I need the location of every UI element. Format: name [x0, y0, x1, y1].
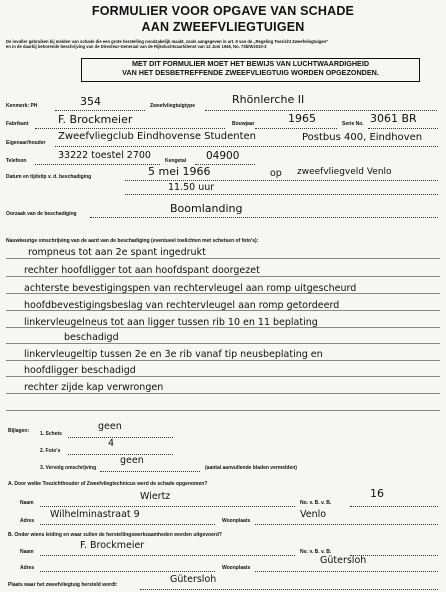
section-a-naam-value: Wiertz — [140, 491, 171, 502]
section-b-woonplaats-value: Gütersloh — [320, 555, 367, 566]
damage-line-8: hoofdligger beschadigd — [24, 365, 136, 376]
section-a-nr-value: 16 — [370, 487, 384, 500]
oorzaak-label: Oorzaak van de beschadiging — [6, 211, 77, 217]
section-b-adres-label: Adres — [20, 565, 35, 571]
section-b-nr-label: No. v. B. v. B. — [300, 549, 332, 555]
bijlage-schets-label: 1. Schets — [40, 431, 62, 437]
section-b-plaats-label: Plaats waar het zweefvliegtuig hersteld wordt: — [8, 582, 118, 588]
damage-line-2: rechter hoofdligger tot aan hoofdspant doorgezet — [24, 265, 260, 276]
eigenaar-address: Postbus 400, Eindhoven — [302, 132, 423, 143]
time-value: 11.50 uur — [168, 182, 215, 193]
kengetal-label: Kengetal — [165, 158, 187, 164]
notice-box — [81, 58, 420, 82]
section-a-woonplaats-value: Venlo — [300, 509, 327, 520]
section-b-woonplaats-label: Woonplaats — [222, 565, 251, 571]
telefoon-value: 33222 toestel 2700 — [58, 150, 151, 161]
section-a-woonplaats-label: Woonplaats — [222, 518, 251, 524]
damage-line-6: beschadigd — [64, 332, 119, 343]
fabrikant-label: Fabrikant — [6, 121, 29, 127]
form-title-line1: FORMULIER VOOR OPGAVE VAN SCHADE — [91, 4, 355, 18]
op-text: op — [270, 168, 282, 179]
section-a-question: A. Door welke Toezichthouder of Zweefvliegtechnicus werd de schade opgenomen? — [8, 481, 208, 487]
damage-line-3: achterste bevestigingspen van rechtervleugel aan romp uitgescheurd — [24, 283, 357, 294]
intro-text-line2: en in de daarbij behorende beschrijving van de Directeur-Generaal van de Rijksluchtvaartdienst van 12 Juni 1946, No. 73b/W2010-3 — [6, 44, 267, 49]
serie-value: 3061 BR — [370, 112, 417, 125]
telefoon-label: Telefoon — [6, 158, 27, 164]
section-a-adres-label: Adres — [20, 518, 35, 524]
kenmerk-value: 354 — [80, 95, 101, 108]
section-a-nr-label: No. v. B. v. B. — [300, 500, 332, 506]
bijlage-fotos-label: 2. Foto's — [40, 448, 61, 454]
section-b-naam-value: F. Brockmeier — [80, 540, 145, 551]
bijlage-vervolg-label: 3. Vervolg omschrijving — [40, 465, 97, 471]
notice-line2: VAN HET DESBETREFFENDE ZWEEFVLIEGTUIG WORDEN OPGEZONDEN. — [122, 68, 379, 77]
serie-label: Serie No. — [342, 121, 364, 127]
eigenaar-value: Zweefvliegclub Eindhovense Studenten — [58, 131, 257, 142]
datum-value: 5 mei 1966 — [148, 165, 211, 178]
kenmerk-label: Kenmerk: PH — [6, 103, 38, 109]
damage-line-9: rechter zijde kap verwrongen — [24, 382, 164, 393]
damage-line-1: rompneus tot aan 2e spant ingedrukt — [28, 247, 206, 258]
location-value: zweefvliegveld Venlo — [297, 167, 392, 177]
type-label: Zweefvliegtuigtype — [150, 103, 196, 109]
notice-line1: MET DIT FORMULIER MOET HET BEWIJS VAN LUCHTWAARDIGHEID — [131, 59, 370, 68]
bijlage-fotos-value: 4 — [108, 438, 115, 449]
form-title-line2: AAN ZWEEFVLIEGTUIGEN — [141, 20, 305, 34]
intro-text-line1: De invuller gebruiken bij melden van schade die een grote herstelling noodzakelijk maakt, zoals aangegeven in art. 9 van de „Regeling Toezicht Zweefvliegtuigen” — [6, 39, 329, 44]
section-a-naam-label: Naam — [20, 500, 34, 506]
bijlage-vervolg-value: geen — [120, 455, 144, 466]
oorzaak-value: Boomlanding — [170, 202, 243, 215]
bouwjaar-value: 1965 — [288, 112, 316, 125]
section-b-naam-label: Naam — [20, 549, 34, 555]
damage-line-5: linkervleugelneus tot aan ligger tussen rib 10 en 11 beplating — [24, 317, 318, 328]
kengetal-value: 04900 — [206, 150, 240, 162]
bijlage-vervolg-note: (aantal aanvullende bladen vermelden) — [205, 465, 297, 471]
damage-line-4: hoofdbevestigingsbeslag van rechtervleugel aan romp getordeerd — [24, 300, 340, 311]
section-b-question: B. Onder wiens leiding en waar zullen de herstellingswerkzaamheden worden uitgevoerd? — [8, 532, 222, 538]
damage-line-7: linkervleugeltip tussen 2e en 3e rib vanaf tip neusbeplating en — [24, 349, 323, 360]
eigenaar-label: Eigenaar/houder — [6, 140, 46, 146]
datum-label: Datum en tijdstip v. d. beschadiging — [6, 174, 92, 180]
omschrijving-label: Nauwkeurige omschrijving van de aard van de beschadiging (eventueel toelichten met schetsen of foto's): — [6, 238, 259, 244]
bijlage-schets-value: geen — [98, 421, 122, 432]
section-b-plaats-value: Gütersloh — [170, 574, 217, 585]
section-a-adres-value: Wilhelminastraat 9 — [50, 509, 140, 520]
type-value: Rhönlerche II — [232, 93, 305, 106]
fabrikant-value: F. Brockmeier — [58, 113, 133, 126]
bijlagen-label: Bijlagen: — [8, 428, 30, 434]
bouwjaar-label: Bouwjaar — [232, 121, 255, 127]
